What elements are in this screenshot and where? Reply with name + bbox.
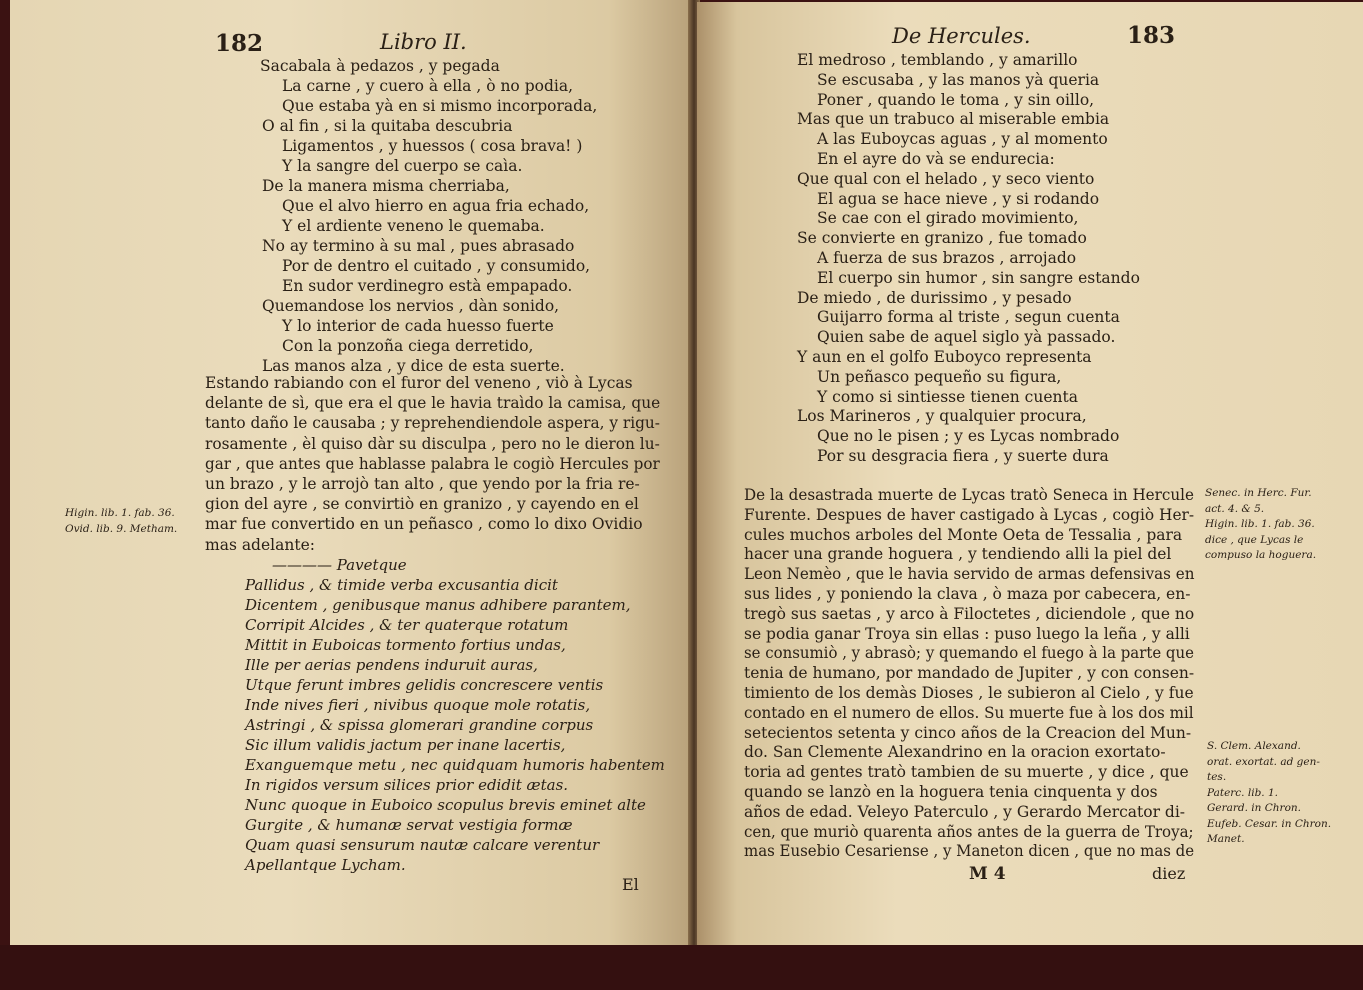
catchword: El [622,875,639,894]
running-head: Libro II. [380,30,467,54]
latin-line: Gurgite , & humanæ servat vestigia formæ [245,816,573,834]
prose-line: De la desastrada muerte de Lycas tratò Seneca in Hercule [744,486,1194,504]
margin-note: Senec. in Herc. Fur. [1205,487,1312,499]
latin-line: Corripit Alcides , & ter quaterque rotatum [245,616,569,634]
verse-line: Que el alvo hierro en agua fria echado, [282,197,590,215]
verse-line: El cuerpo sin humor , sin sangre estando [817,268,1140,287]
prose-line: rosamente , èl quiso dàr su disculpa , pero no le dieron lu- [205,434,660,453]
latin-line: Apellantque Lycham. [245,856,406,874]
verse-line: Se convierte en granizo , fue tomado [797,229,1087,248]
margin-note: Higin. lib. 1. fab. 36. [1205,518,1315,530]
prose-line: mar fue convertido en un peñasco , como lo dixo Ovidio [205,515,643,534]
prose-line: delante de sì, que era el que le havia traìdo la camisa, que [205,394,661,413]
margin-note: dice , que Lycas le [1205,533,1304,546]
margin-note: S. Clem. Alexand. [1207,740,1301,752]
margin-note: Gerard. in Chron. [1207,802,1301,814]
latin-line: ———— Pavetque [272,556,407,574]
margin-note: Eufeb. Cesar. in Chron. [1207,817,1332,830]
verse-line: En el ayre do và se endurecia: [817,150,1055,168]
prose-line: hacer una grande hoguera , y tendiendo alli la piel del [744,545,1172,564]
latin-line: Astringi , & spissa glomerari grandine corpus [245,716,594,734]
prose-line: mas adelante: [205,535,315,554]
page-number: 182 [215,30,264,57]
verse-line: Y la sangre del cuerpo se caìa. [282,157,523,175]
margin-note: compuso la hoguera. [1205,549,1317,561]
latin-line: Utque ferunt imbres gelidis concrescere ventis [245,676,604,694]
verse-line: Ligamentos , y huessos ( cosa brava! ) [282,137,583,155]
verse-line: Y aun en el golfo Euboyco representa [797,348,1092,366]
verse-line: Que qual con el helado , y seco viento [797,169,1095,188]
prose-line: tregò sus saetas , y arco à Filoctetes , diciendole , que no [744,604,1195,623]
prose-line: Estando rabiando con el furor del veneno , viò à Lycas [205,374,633,392]
latin-line: Inde nives fieri , nivibus quoque mole rotatis, [245,696,591,714]
running-head: De Hercules. [892,24,1031,48]
latin-line: Ille per aerias pendens induruit auras, [245,656,538,674]
latin-line: Dicentem , genibusque manus adhibere parantem, [245,596,631,614]
margin-note: Higin. lib. 1. fab. 36. [65,507,175,519]
latin-line: Mittit in Euboicas tormento fortius undas, [245,636,566,654]
prose-line: do. San Clemente Alexandrino en la oracion exortato- [744,743,1166,762]
verse-line: Con la ponzoña ciega derretido, [282,337,534,355]
right-page [697,2,1363,947]
signature-mark: M 4 [969,864,1006,884]
margin-note: Paterc. lib. 1. [1207,786,1278,799]
verse-line: Por su desgracia fiera , y suerte dura [817,447,1109,465]
prose-line: timiento de los demàs Dioses , le subieron al Cielo , y fue [744,684,1194,702]
verse-line: Sacabala à pedazos , y pegada [260,57,500,75]
verse-line: Guijarro forma al triste , segun cuenta [817,308,1120,327]
prose-line: mas Eusebio Cesariense , y Maneton dicen , que no mas de [744,842,1195,861]
verse-line: El agua se hace nieve , y si rodando [817,189,1100,208]
latin-line: Exanguemque metu , nec quidquam humoris habentem [245,756,665,774]
prose-line: cules muchos arboles del Monte Oeta de Tessalia , para [744,525,1183,544]
verse-line: Un peñasco pequeño su figura, [817,367,1062,386]
background-edge [0,945,1363,990]
verse-line: Por de dentro el cuitado , y consumido, [282,257,591,275]
verse-line: Y como si sintiesse tienen cuenta [817,387,1078,406]
prose-line: quando se lanzò en la hoguera tenia cinquenta y dos [744,783,1158,801]
prose-line: años de edad. Veleyo Paterculo , y Gerardo Mercator di- [744,802,1186,821]
latin-line: Pallidus , & timide verba excusantia dicit [245,576,558,594]
verse-line: A fuerza de sus brazos , arrojado [817,249,1077,267]
verse-line: La carne , y cuero à ella , ò no podia, [282,77,573,95]
verse-line: De miedo , de durissimo , y pesado [797,288,1072,307]
verse-line: Quemandose los nervios , dàn sonido, [262,297,560,315]
verse-line: A las Euboycas aguas , y al momento [817,130,1108,149]
latin-line: Sic illum validis jactum per inane lacertis, [245,736,566,754]
prose-line: gar , que antes que hablasse palabra le cogiò Hercules por [205,454,660,473]
verse-line: De la manera misma cherriaba, [262,177,510,195]
margin-note: Ovid. lib. 9. Metham. [65,523,178,535]
verse-line: Mas que un trabuco al miserable embia [797,110,1110,129]
page-number: 183 [1127,22,1176,49]
prose-line: setecientos setenta y cinco años de la Creacion del Mun- [744,723,1192,742]
verse-line: No ay termino à su mal , pues abrasado [262,237,575,255]
verse-line: O al fin , si la quitaba descubria [262,117,513,135]
prose-line: tanto daño le causaba ; y reprehendiendole aspera, y rigu- [205,414,660,433]
verse-line: Quien sabe de aquel siglo yà passado. [817,328,1116,347]
prose-line: un brazo , y le arrojò tan alto , que yendo por la fria re- [205,475,640,493]
latin-line: In rigidos versum silices prior edidit ætas. [245,776,569,794]
prose-line: Leon Nemèo , que le havia servido de armas defensivas en [744,565,1195,584]
latin-line: Quam quasi sensurum nautæ calcare verentur [245,836,600,854]
prose-line: gion del ayre , se convirtiò en granizo , y cayendo en el [205,495,639,514]
verse-line: Y lo interior de cada huesso fuerte [282,317,554,335]
catchword: diez [1152,864,1186,883]
verse-line: Los Marineros , y qualquier procura, [797,407,1087,426]
margin-note: Manet. [1207,833,1245,845]
latin-line: Nunc quoque in Euboico scopulus brevis eminet alte [245,796,646,814]
prose-line: cen, que muriò quarenta años antes de la guerra de Troya; [744,822,1194,841]
verse-line: En sudor verdinegro està empapado. [282,277,573,295]
prose-line: toria ad gentes tratò tambien de su muerte , y dice , que [744,763,1189,782]
verse-line: Las manos alza , y dice de esta suerte. [262,357,565,375]
verse-line: Se cae con el girado movimiento, [817,209,1079,228]
prose-line: se podia ganar Troya sin ellas : puso luego la leña , y alli [744,624,1190,643]
prose-line: sus lides , y poniendo la clava , ò maza por cabecera, en- [744,585,1191,603]
left-page [10,0,690,945]
prose-line: se consumiò , y abrasò; y quemando el fuego à la parte que [744,644,1194,663]
verse-line: Poner , quando le toma , y sin oillo, [817,90,1095,109]
verse-line: Se escusaba , y las manos yà queria [817,70,1100,89]
verse-line: Que no le pisen ; y es Lycas nombrado [817,427,1120,446]
prose-line: contado en el numero de ellos. Su muerte fue à los dos mil [744,703,1194,722]
verse-line: El medroso , temblando , y amarillo [797,51,1078,69]
prose-line: Furente. Despues de haver castigado à Lycas , cogiò Her- [744,505,1195,524]
verse-line: Y el ardiente veneno le quemaba. [282,217,545,235]
margin-note: act. 4. & 5. [1205,502,1265,515]
margin-note: tes. [1207,771,1227,783]
prose-line: tenia de humano, por mandado de Jupiter , y con consen- [744,664,1195,683]
verse-line: Que estaba yà en si mismo incorporada, [282,97,598,115]
margin-note: orat. exortat. ad gen- [1207,755,1320,768]
